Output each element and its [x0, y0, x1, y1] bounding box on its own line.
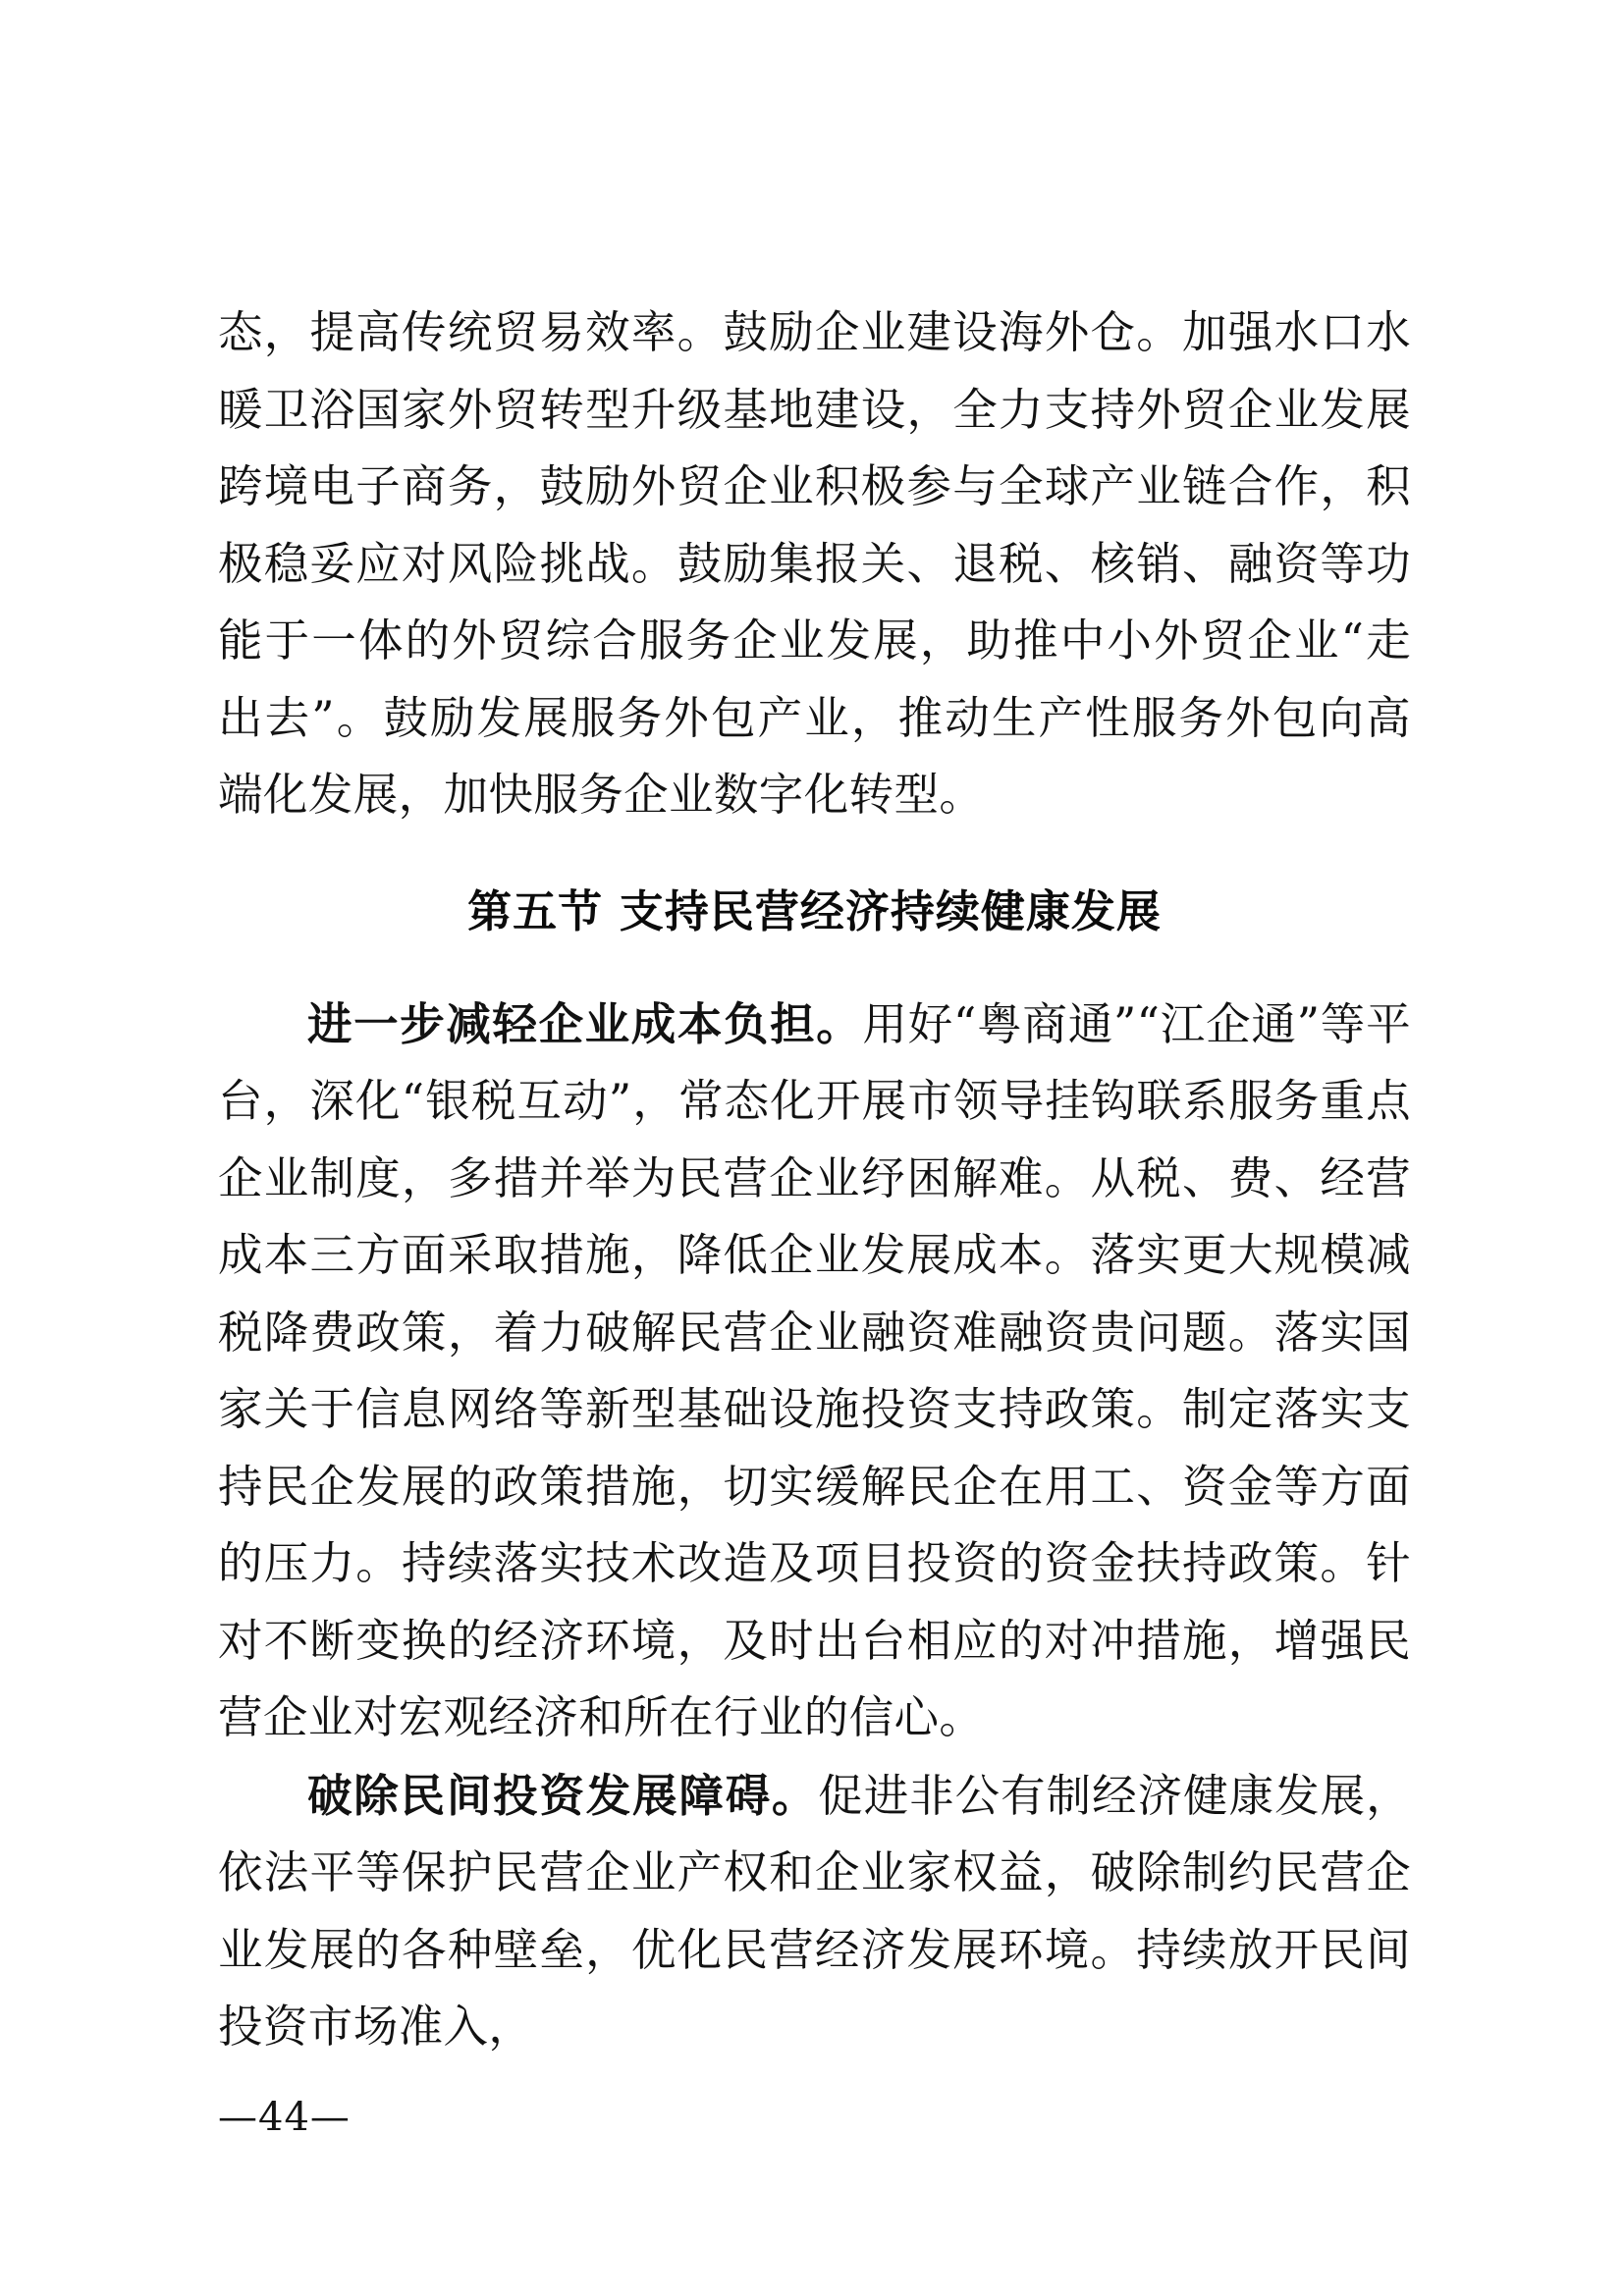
paragraph-remove-private-investment-barriers: [218, 1757, 1411, 2066]
paragraph-continued-foreign-trade: 态，提高传统贸易效率。鼓励企业建设海外仓。加强水口水暖卫浴国家外贸转型升级基地建设，全力支持外贸企业发展跨境电子商务，鼓励外贸企业积极参与全球产业链合作，积极稳妥应对风险挑战。鼓励集报关、退税、核销、融资等功能于一体的外贸综合服务企业发展，助推中小外贸企业“走出去”。鼓励发展服务外包产业，推动生产性服务外包向高端化发展，加快服务企业数字化转型。: [218, 306, 1411, 821]
paragraph-body-reduce-enterprise-cost: 用好“粤商通”“江企通”等平台，深化“银税互动”，常态化开展市领导挂钩联系服务重点企业制度，多措并举为民营企业纾困解难。从税、费、经营成本三方面采取措施，降低企业发展成本。落实更大规模减税降费政策，着力破解民营企业融资难融资贵问题。落实国家关于信息网络等新型基础设施投资支持政策。制定落实支持民企发展的政策措施，切实缓解民企在用工、资金等方面的压力。持续落实技术改造及项目投资的资金扶持政策。针对不断变换的经济环境，及时出台相应的对冲措施，增强民营企业对宏观经济和所在行业的信心。: [218, 997, 1411, 1743]
paragraph-lead-in-reduce-enterprise-cost: 进一步减轻企业成本负担。: [307, 996, 863, 1050]
page-number: —44—: [218, 2095, 351, 2140]
page-content: [218, 294, 1411, 2066]
paragraph-body-remove-private-investment-barriers: 促进非公有制经济健康发展，依法平等保护民营企业产权和企业家权益，破除制约民营企业发展的各种壁垒，优化民营经济发展环境。持续放开民间投资市场准入，: [218, 1769, 1411, 2053]
paragraph-lead-in-remove-private-investment-barriers: 破除民间投资发展障碍。: [307, 1768, 819, 1822]
section-heading: 第五节 支持民营经济持续健康发展: [467, 884, 1162, 937]
paragraph-reduce-enterprise-cost: [218, 986, 1411, 1757]
